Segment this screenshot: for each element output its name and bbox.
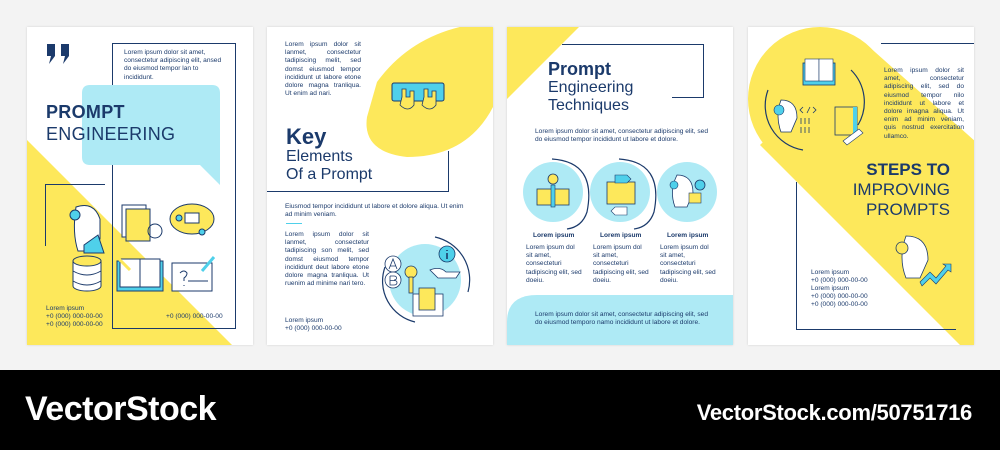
title-line-3: PROMPTS	[865, 200, 950, 219]
brochure-page-techniques	[507, 27, 733, 345]
watermark-brand: VectorStock	[25, 390, 217, 428]
phone-1: +0 (000) 000-00-00	[811, 277, 868, 284]
phone-1: +0 (000) 000-00-00	[46, 313, 103, 320]
title-light: ENGINEERING	[46, 124, 176, 144]
intro-text: Lorem ipsum dolor sit amet, consectetur adipiscing elit, sed do eiusmod tempor incididunt ut labore et dolore.	[535, 128, 708, 144]
title-bold: PROMPT	[46, 102, 125, 122]
title-bold: Key	[286, 124, 327, 149]
icon-grid	[64, 199, 224, 299]
technique-label-3: Lorem ipsum	[667, 232, 709, 239]
contact-label: Lorem ipsum	[285, 317, 324, 324]
brain-network-icon	[170, 204, 214, 235]
phone-3: +0 (000) 000-00-00	[811, 301, 868, 308]
phone-2: +0 (000) 000-00-00	[811, 293, 868, 300]
book-pen-icon	[114, 254, 163, 291]
phone-right: +0 (000) 000-00-00	[166, 313, 223, 320]
ai-head-icon	[70, 206, 104, 254]
brochure-page-prompt-engineering	[27, 27, 253, 345]
watermark-url: VectorStock.com/50751716	[696, 400, 972, 425]
illustration-circle	[375, 232, 475, 332]
title-line-3: Of a Prompt	[286, 166, 373, 183]
technique-circles	[507, 157, 733, 237]
steps-illustration	[763, 55, 873, 155]
title-bold: STEPS TO	[866, 160, 950, 179]
document-cycle-icon	[122, 205, 162, 241]
title-line-2: Engineering	[548, 79, 634, 96]
contact-label-2: Lorem ipsum	[811, 285, 850, 292]
technique-text-2: Lorem ipsum dol sit amet, consecteturi tadipiscing elit, sed doeiu.	[593, 244, 649, 284]
database-icon	[73, 256, 101, 291]
subtitle-text: Eiusmod tempor incididunt ut labore et dolore aliqua. Ut enim ad minim veniam.	[285, 203, 464, 219]
technique-text-1: Lorem ipsum dol sit amet, consecteturi tadipiscing elit, sed doeiu.	[526, 244, 582, 284]
technique-label-2: Lorem ipsum	[600, 232, 642, 239]
keyboard-hands-icon	[392, 79, 452, 127]
browser-question-icon	[172, 257, 214, 291]
ai-head-code-icon	[774, 100, 816, 133]
title-line-2: IMPROVING	[852, 180, 950, 199]
brochure-page-steps	[748, 27, 974, 345]
phone: +0 (000) 000-00-00	[285, 325, 342, 332]
title-bold: Prompt	[548, 59, 611, 79]
technique-text-3: Lorem ipsum dol sit amet, consecteturi tadipiscing elit, sed doeiu.	[660, 244, 716, 284]
brochure-page-key-elements	[267, 27, 493, 345]
ai-head-growth-icon	[896, 232, 952, 288]
contact-label-1: Lorem ipsum	[811, 269, 850, 276]
contact-label: Lorem ipsum	[46, 305, 85, 312]
body-text: Lorem ipsum dolor sit lanmet, consectetur tadipiscing son melit, sed domst eiusmod tempor incididunt deut labore etone dolore magna tranliqua. Ut ruenim ad minime nari tero.	[285, 231, 369, 288]
notebook-pencil-icon	[835, 107, 863, 145]
title-line-2: Elements	[286, 148, 353, 165]
intro-text: Lorem ipsum dolor sit amet, consectetur adipiscing elit, sed do eiusmod tempor nilo incididunt ut labore et dolore imagna aliqua. Ut enim ad minim veniam, quis nostrud exercitation ullamco.	[884, 67, 964, 140]
technique-label-1: Lorem ipsum	[533, 232, 575, 239]
intro-text: Lorem ipsum dolor sit lanmet, consectetur tadipiscing melit, sed domst eiusmod tempor incididunt ut labore etone dolore magna tranliqua. Ut enim ad nari.	[285, 41, 361, 98]
phone-2: +0 (000) 000-00-00	[46, 321, 103, 328]
intro-text: Lorem ipsum dolor sit amet, consectetur adipiscing elit, ansed do eiusmod tempor lan to incididunt.	[124, 49, 222, 81]
footer-text: Lorem ipsum dolor sit amet, consectetur adipiscing elit, sed do eiusmod temporo namo incididunt ut labore et dolore.	[535, 311, 708, 327]
divider	[286, 223, 302, 224]
book-quill-icon	[803, 59, 835, 85]
quote-icon	[45, 42, 75, 68]
title-line-3: Techniques	[548, 97, 629, 114]
